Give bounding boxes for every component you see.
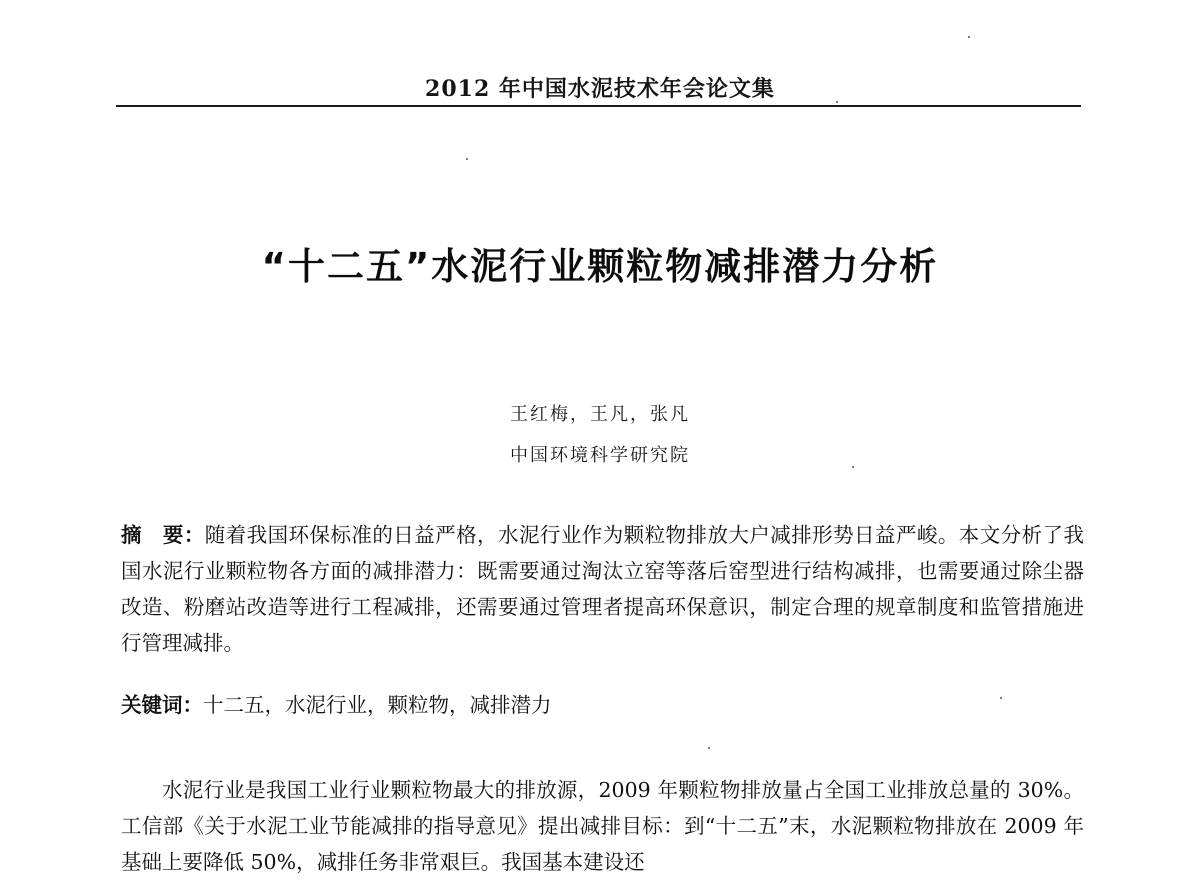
scan-speck	[968, 36, 970, 38]
keywords	[121, 687, 1084, 723]
abstract-label: 摘 要：	[121, 523, 205, 547]
author-affiliation: 中国环境科学研究院	[510, 445, 690, 466]
scan-speck	[708, 747, 710, 749]
abstract	[121, 517, 1084, 661]
running-header: 2012 年中国水泥技术年会论文集	[425, 76, 775, 102]
author-list: 王红梅，王凡，张凡	[510, 404, 690, 425]
abstract-text: 随着我国环保标准的日益严格，水泥行业作为颗粒物排放大户减排形势日益严峻。本文分析了我国水泥行业颗粒物各方面的减排潜力：既需要通过淘汰立窑等落后窑型进行结构减排，也需要通过除尘器改造、粉磨站改造等进行工程减排，还需要通过管理者提高环保意识，制定合理的规章制度和监管措施进行管理减排。	[121, 523, 1085, 655]
body-paragraph: 水泥行业是我国工业行业颗粒物最大的排放源，2009 年颗粒物排放量占全国工业排放总量的 30%。工信部《关于水泥工业节能减排的指导意见》提出减排目标：到“十二五”末，水泥颗粒物排放在 2009 年基础上要降低 50%，减排任务非常艰巨。我国基本建设还	[121, 778, 1084, 874]
keywords-text: 十二五，水泥行业，颗粒物，减排潜力	[203, 693, 552, 717]
scan-speck	[466, 158, 468, 160]
header-rule	[116, 105, 1081, 107]
scan-speck	[836, 101, 838, 103]
paper-title: “十二五”水泥行业颗粒物减排潜力分析	[261, 245, 939, 288]
keywords-label: 关键词：	[121, 693, 203, 717]
